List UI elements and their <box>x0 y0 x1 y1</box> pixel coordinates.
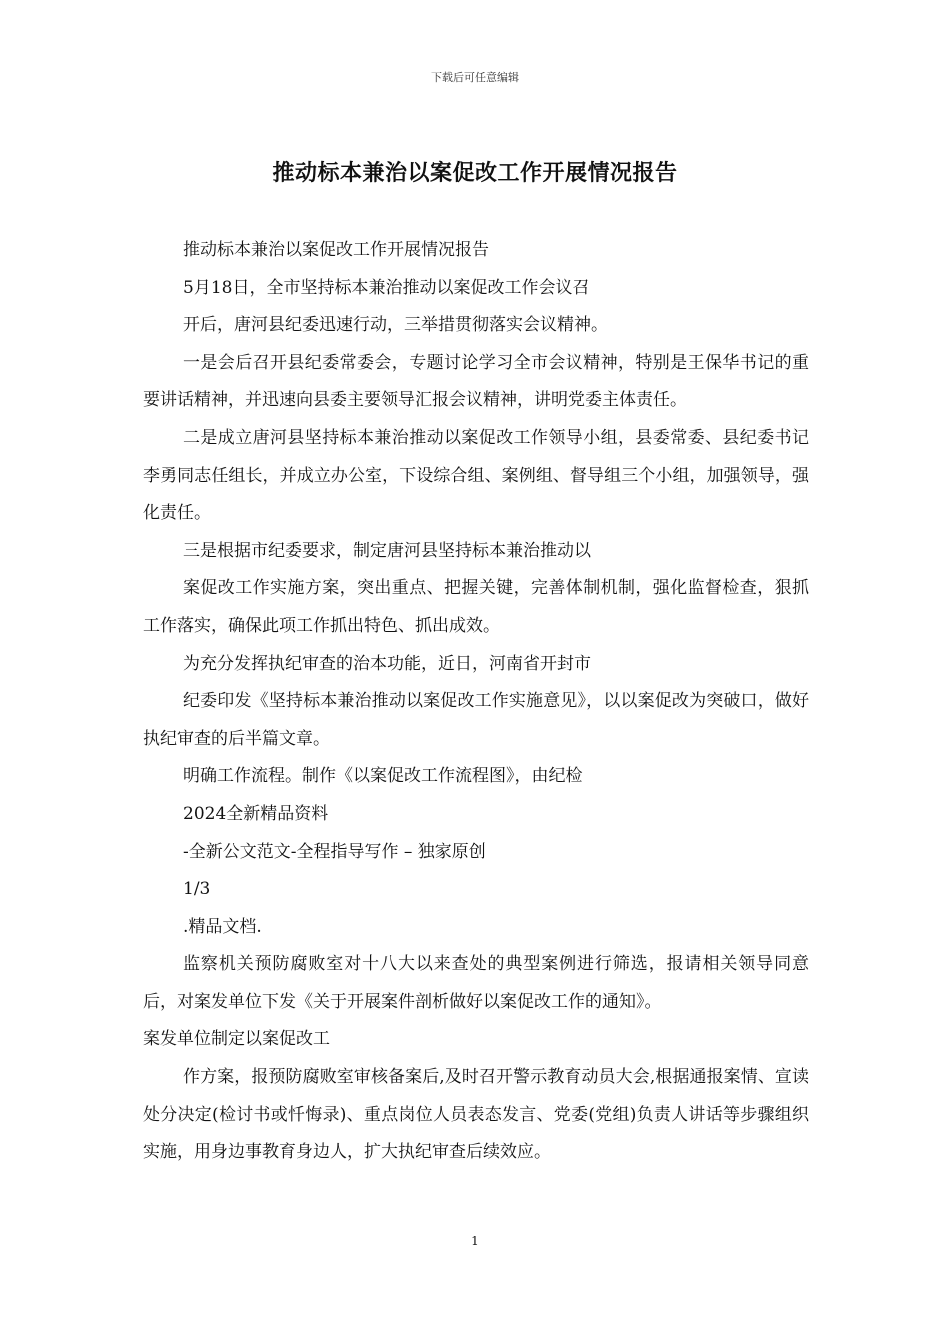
paragraph: 推动标本兼治以案促改工作开展情况报告 <box>183 240 489 260</box>
document-body <box>143 232 809 1172</box>
paragraph: 2024全新精品资料 <box>183 803 329 824</box>
paragraph: 二是成立唐河县坚持标本兼治推动以案促改工作领导小组，县委常委、县纪委书记李勇同志任组长，并成立办公室，下设综合组、案例组、督导组三个小组，加强领导，强化责任。 <box>143 427 809 524</box>
paragraph: 纪委印发《坚持标本兼治推动以案促改工作实施意见》，以以案促改为突破口，做好执纪审查的后半篇文章。 <box>143 691 809 749</box>
paragraph: 明确工作流程。制作《以案促改工作流程图》，由纪检 <box>183 766 583 787</box>
document-title: 推动标本兼治以案促改工作开展情况报告 <box>272 160 678 186</box>
page-number: 1 <box>471 1234 479 1248</box>
paragraph: .精品文档. <box>183 916 262 937</box>
header-note: 下载后可任意编辑 <box>431 71 519 84</box>
paragraph: 5月18日，全市坚持标本兼治推动以案促改工作会议召 <box>183 277 590 298</box>
paragraph: 1/3 <box>183 879 211 900</box>
paragraph: 一是会后召开县纪委常委会，专题讨论学习全市会议精神，特别是王保华书记的重要讲话精神，并迅速向县委主要领导汇报会议精神，讲明党委主体责任。 <box>143 352 809 411</box>
paragraph: 案促改工作实施方案，突出重点、把握关键，完善体制机制，强化监督检查，狠抓工作落实，确保此项工作抓出特色、抓出成效。 <box>143 578 809 636</box>
paragraph: 开后，唐河县纪委迅速行动，三举措贯彻落实会议精神。 <box>183 315 608 336</box>
paragraph: 三是根据市纪委要求，制定唐河县坚持标本兼治推动以 <box>183 540 591 561</box>
paragraph: 案发单位制定以案促改工 <box>143 1029 330 1050</box>
paragraph: 作方案，报预防腐败室审核备案后,及时召开警示教育动员大会,根据通报案情、宣读处分决定(检讨书或忏悔录)、重点岗位人员表态发言、党委(党组)负责人讲话等步骤组织实施，用身边事教育身边人，扩大执纪审查后续效应。 <box>143 1067 809 1163</box>
paragraph: 为充分发挥执纪审查的治本功能，近日，河南省开封市 <box>183 653 591 674</box>
paragraph: -全新公文范文-全程指导写作 – 独家原创 <box>183 841 486 862</box>
paragraph: 监察机关预防腐败室对十八大以来查处的典型案例进行筛选，报请相关领导同意后，对案发单位下发《关于开展案件剖析做好以案促改工作的通知》。 <box>143 954 809 1012</box>
